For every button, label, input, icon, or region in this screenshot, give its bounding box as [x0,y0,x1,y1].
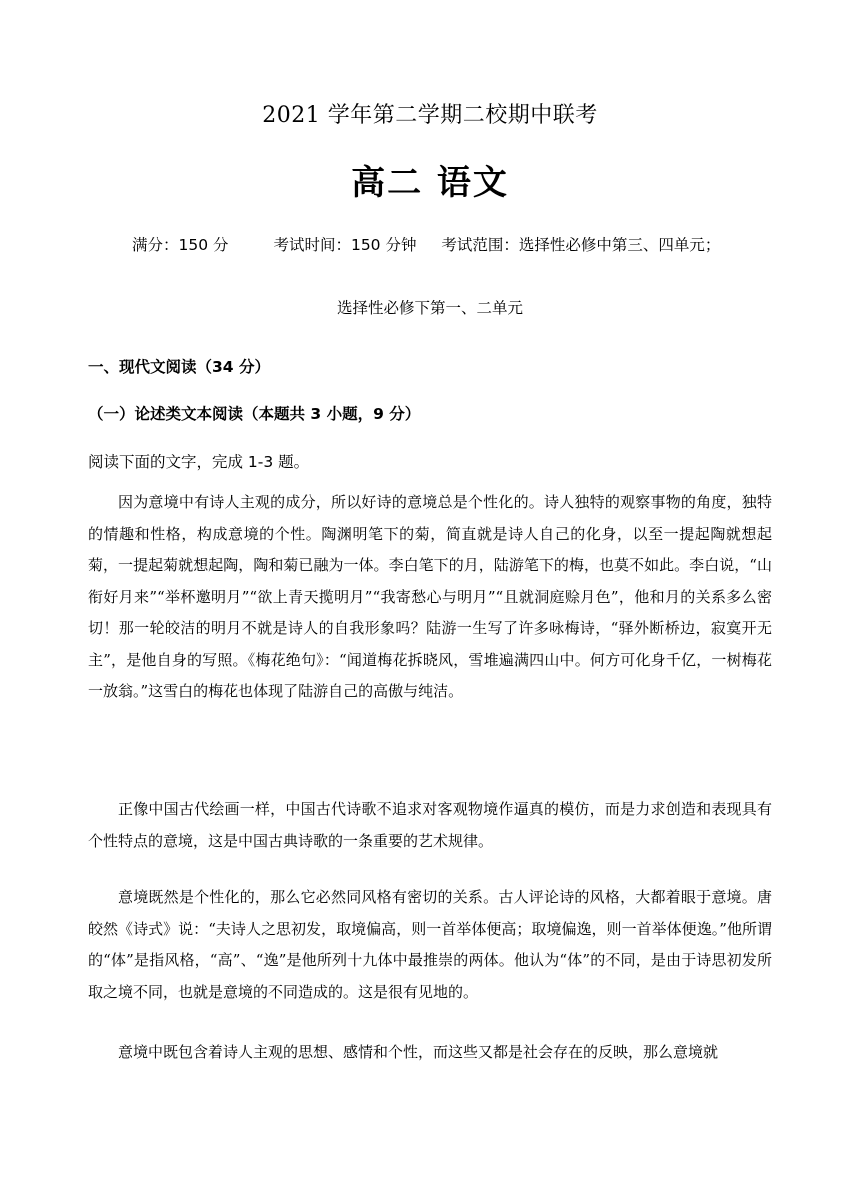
exam-title: 2021 学年第二学期二校期中联考 [262,103,598,128]
exam-info-line [132,233,720,255]
exam-scope-continued: 选择性必修下第一、二单元 [336,299,523,317]
full-score: 满分：150 分 [132,236,229,254]
subject-title: 高二 语文 [351,163,509,203]
passage-paragraph-4: 意境中既包含着诗人主观的思想、感情和个性，而这些又都是社会存在的反映，那么意境就 [118,1043,719,1061]
passage-paragraph-2: 正像中国古代绘画一样，中国古代诗歌不追求对客观物境作逼真的模仿，而是力求创造和表现具有个性特点的意境，这是中国古典诗歌的一条重要的艺术规律。 [88,800,772,850]
exam-scope: 考试范围：选择性必修中第三、四单元； [441,236,721,254]
passage-paragraph-1: 因为意境中有诗人主观的成分，所以好诗的意境总是个性化的。诗人独特的观察事物的角度，独特的情趣和性格，构成意境的个性。陶渊明笔下的菊，简直就是诗人自己的化身，以至一提起陶就想起菊，一提起菊就想起陶，陶和菊已融为一体。李白笔下的月，陆游笔下的梅，也莫不如此。李白说，“山衔好月来”“举杯邀明月”“欲上青天揽明月”“我寄愁心与明月”“且就洞庭赊月色”，他和月的关系多么密切！那一轮皎洁的明月不就是诗人的自我形象吗？陆游一生写了许多咏梅诗，“驿外断桥边，寂寞开无主”，是他自身的写照。《梅花绝句》：“闻道梅花拆晓风，雪堆遍满四山中。何方可化身千亿，一树梅花一放翁。”这雪白的梅花也体现了陆游自己的高傲与纯洁。 [88,493,772,700]
reading-instruction: 阅读下面的文字，完成 1-3 题。 [88,453,310,471]
passage-paragraph-3: 意境既然是个性化的，那么它必然同风格有密切的关系。古人评论诗的风格，大都着眼于意境。唐皎然《诗式》说：“夫诗人之思初发，取境偏高，则一首举体便高；取境偏逸，则一首举体便逸。”他所谓的“体”是指风格，“高”、“逸”是他所列十九体中最推崇的两体。他认为“体”的不同，是由于诗思初发所取之境不同，也就是意境的不同造成的。这是很有见地的。 [88,888,772,1001]
section-heading: 一、现代文阅读（34 分） [88,358,270,376]
exam-time: 考试时间：150 分钟 [273,236,417,254]
subsection-heading: （一）论述类文本阅读（本题共 3 小题，9 分） [88,405,421,423]
